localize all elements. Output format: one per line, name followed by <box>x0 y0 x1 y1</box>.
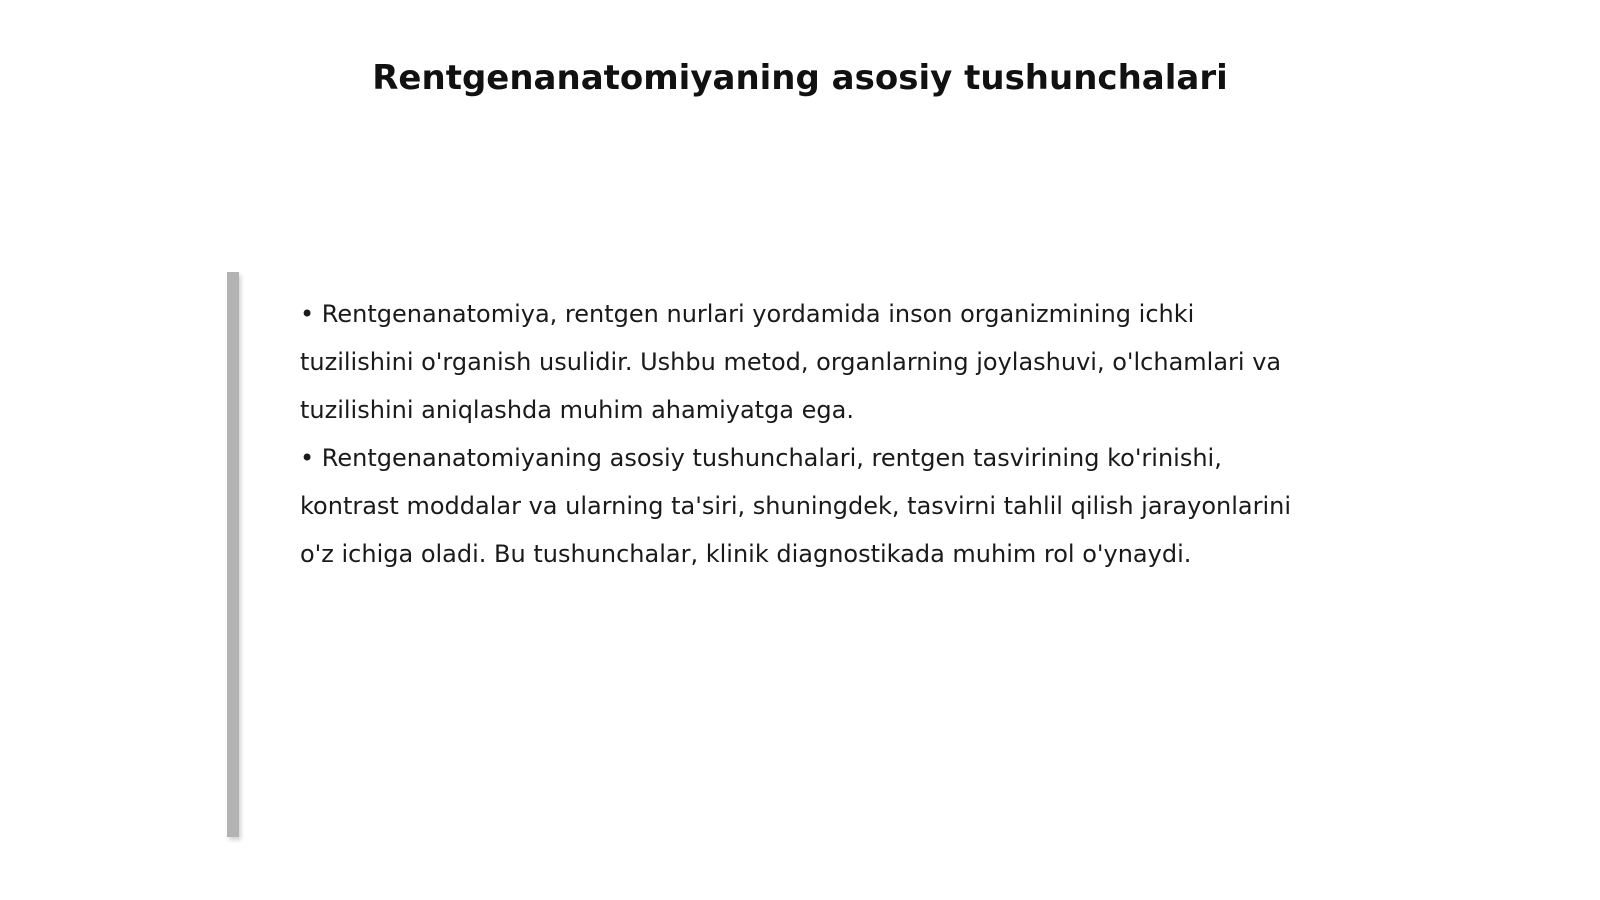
bullet-paragraph-1: • Rentgenanatomiya, rentgen nurlari yordamida inson organizmining ichki tuzilishini o'rganish usulidir. Ushbu metod, organlarning joylashuvi, o'lchamlari va tuzilishini aniqlashda muhim ahamiyatga ega. <box>300 300 1282 424</box>
slide-title: Rentgenanatomiyaning asosiy tushunchalari <box>372 58 1228 98</box>
slide-body <box>300 290 1310 578</box>
bullet-paragraph-2: • Rentgenanatomiyaning asosiy tushunchalari, rentgen tasvirining ko'rinishi, kontrast moddalar va ularning ta'siri, shuningdek, tasvirni tahlil qilish jarayonlarini o'z ichiga oladi. Bu tushunchalar, klinik diagnostikada muhim rol o'ynaydi. <box>300 444 1292 568</box>
accent-bar <box>227 272 239 837</box>
